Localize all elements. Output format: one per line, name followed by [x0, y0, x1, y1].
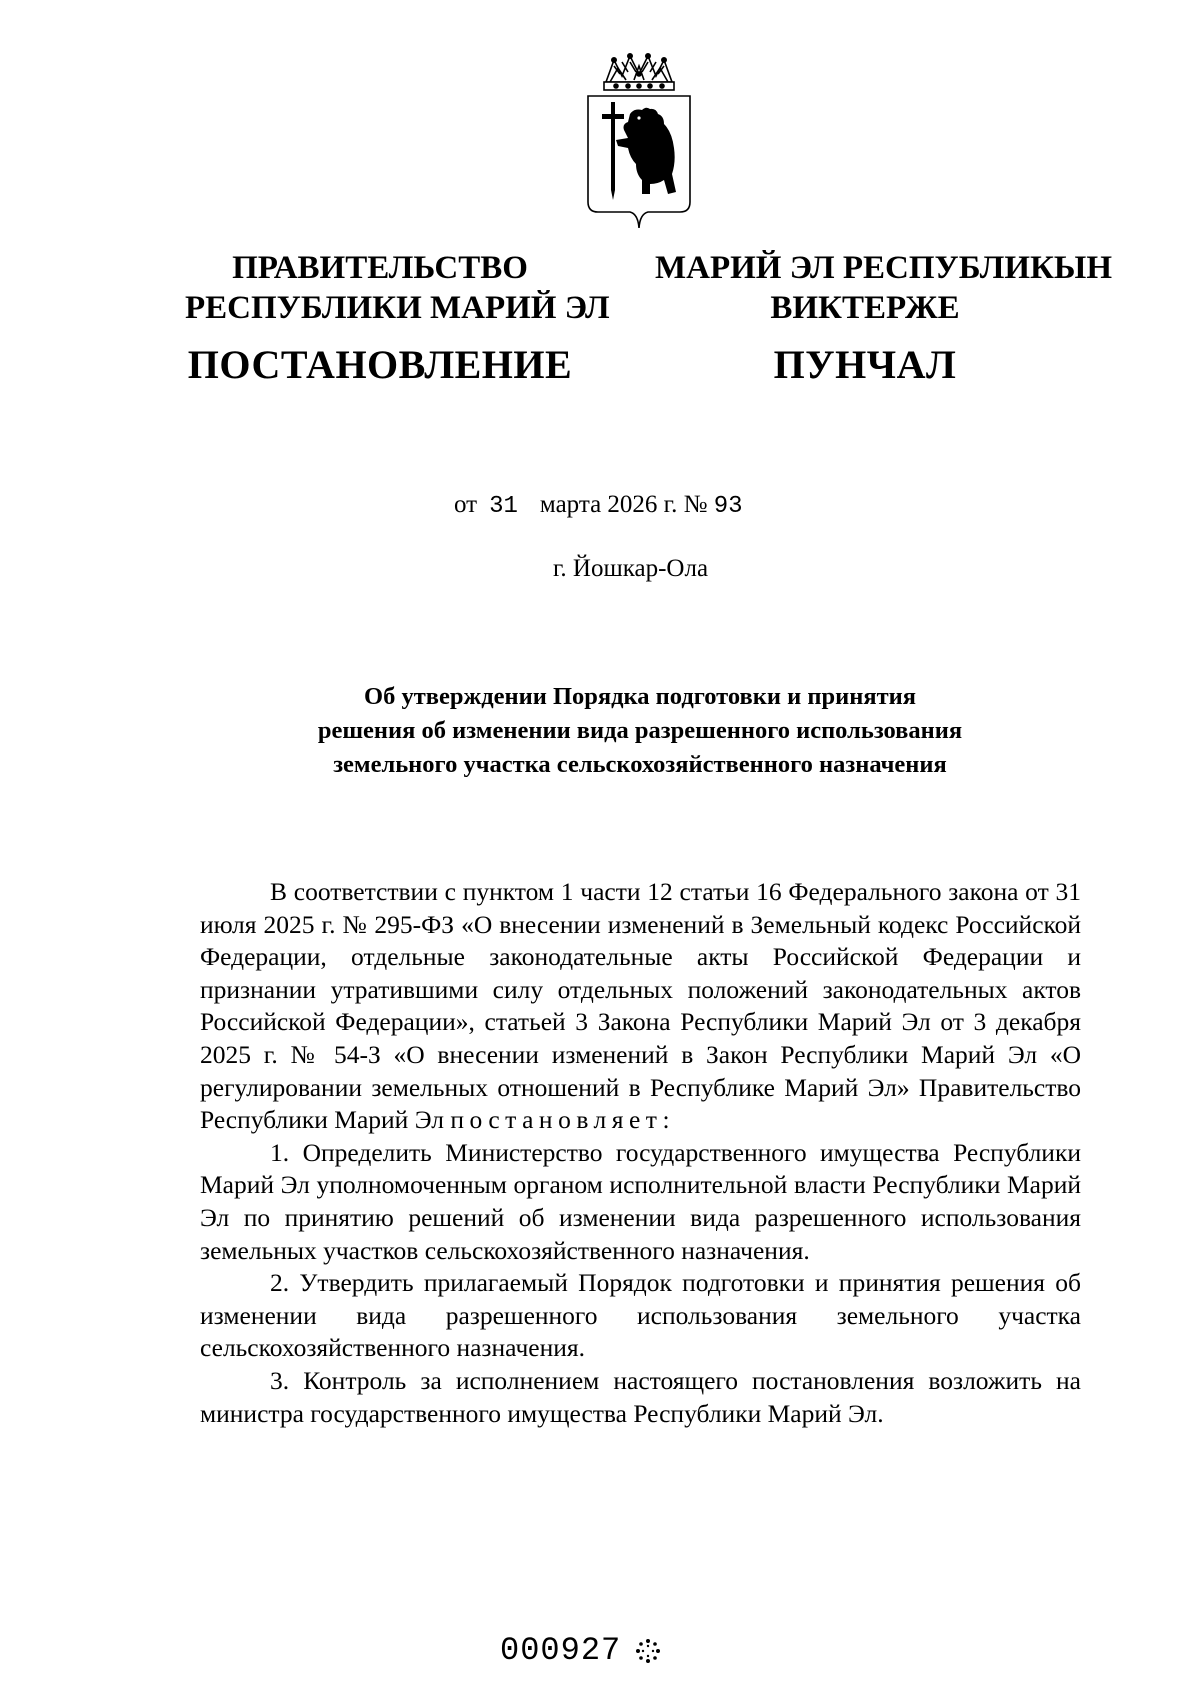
title-line-3: земельного участка сельскохозяйственного назначения [333, 751, 947, 778]
date-line [454, 490, 743, 522]
list-item: 1. Определить Министерство государственного имущества Республики Марий Эл уполномоченным органом исполнительной власти Республики Марий Эл по принятию решений об изменении вида разрешенного использования земельных участков сельскохозяйственного назначения. [200, 1137, 1081, 1265]
coat-of-arms-emblem [584, 52, 694, 232]
preamble-paragraph [200, 876, 1081, 1137]
date-day: 31 [489, 493, 518, 520]
document-title [180, 680, 1100, 782]
title-line-1: Об утверждении Порядка подготовки и принятия [364, 683, 916, 710]
header-left-line1: ПРАВИТЕЛЬСТВО [232, 250, 528, 286]
serial-number [500, 1633, 661, 1669]
list-item: 3. Контроль за исполнением настоящего постановления возложить на министра государственного имущества Республики Марий Эл. [200, 1365, 1081, 1428]
date-prefix: от [454, 491, 478, 518]
header-right [655, 248, 1113, 390]
document-type-russian: ПОСТАНОВЛЕНИЕ [187, 342, 573, 387]
title-line-2: решения об изменении вида разрешенного использования [317, 717, 963, 744]
city-line: г. Йошкар-Ола [553, 555, 709, 582]
document-type-mari: ПУНЧАЛ [773, 342, 957, 387]
crown-icon [604, 54, 674, 90]
header-left [185, 248, 610, 390]
preamble-text: В соответствии с пунктом 1 части 12 статьи 16 Федерального закона от 31 июля 2025 г. № 295-ФЗ «О внесении изменений в Земельный кодекс Российской Федерации, отдельные законодательные акты Российской Федерации и признании утратившими силу отдельных положений законодательных актов Российской Федерации», статьей 3 Закона Республики Марий Эл от 3 декабря 2025 г. № 54-З «О внесении изменений в Закон Республики Марий Эл «О регулировании земельных отношений в Республике Марий Эл» Правительство Республики Марий Эл [200, 877, 1081, 1135]
document-number: 93 [713, 493, 743, 520]
serial-number-text: 000927 [500, 1632, 622, 1669]
preamble-verb: постановляет: [450, 1105, 676, 1135]
header-left-line2: РЕСПУБЛИКИ МАРИЙ ЭЛ [185, 290, 610, 326]
header-right-line2: ВИКТЕРЖЕ [770, 290, 960, 326]
document-body [200, 876, 1081, 1430]
header-right-line1: МАРИЙ ЭЛ РЕСПУБЛИКЫН [655, 250, 1113, 286]
asterisk-mark-icon [635, 1638, 661, 1664]
list-item: 2. Утвердить прилагаемый Порядок подготовки и принятия решения об изменении вида разрешенного использования земельного участка сельскохозяйственного назначения. [200, 1268, 1081, 1363]
date-month-year: марта 2026 г. № [539, 491, 708, 518]
